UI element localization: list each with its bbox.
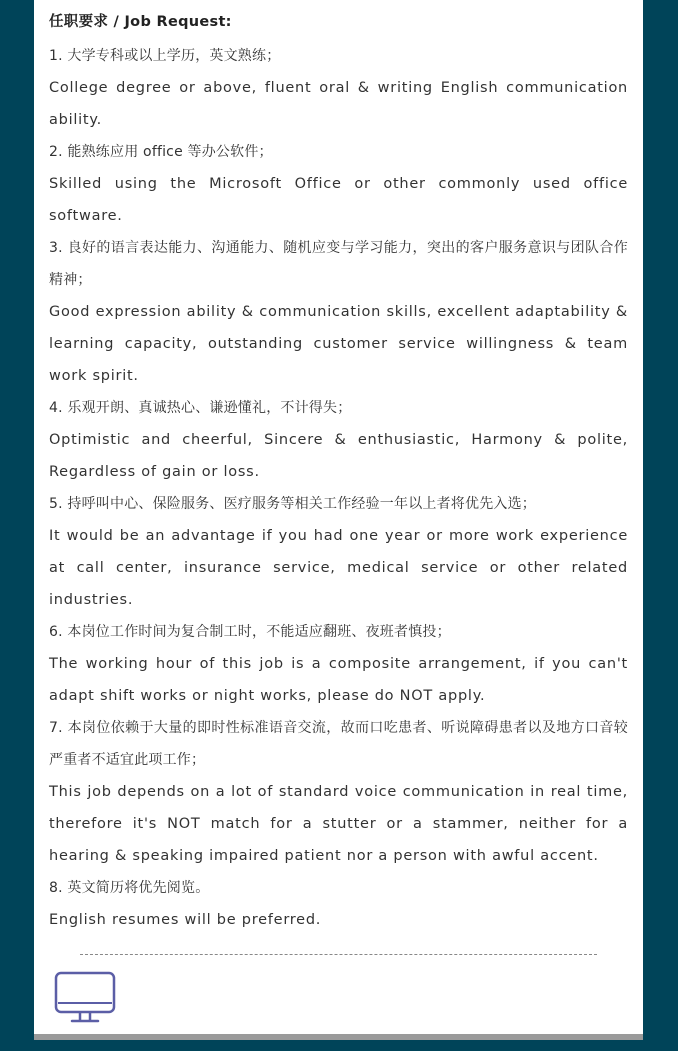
dashed-divider [80, 954, 597, 955]
requirement-zh: 5. 持呼叫中心、保险服务、医疗服务等相关工作经验一年以上者将优先入选； [49, 496, 537, 512]
requirement-zh: 4. 乐观开朗、真诚热心、谦逊懂礼，不计得失； [49, 400, 352, 416]
requirement-item-6 [49, 616, 628, 712]
requirement-zh: 1. 大学专科或以上学历，英文熟练； [49, 48, 281, 64]
requirement-en: This job depends on a lot of standard voice communication in real time, therefore it's NOT match for a stutter or a stammer, neither for a hearing & speaking impaired patient nor a person with awful accent. [49, 784, 628, 864]
requirement-item-5 [49, 488, 628, 616]
job-request-card [34, 0, 643, 1034]
requirement-en: English resumes will be preferred. [49, 912, 322, 928]
requirement-item-7 [49, 712, 628, 872]
requirement-en: Optimistic and cheerful, Sincere & enthusiastic, Harmony & polite, Regardless of gain or loss. [49, 432, 628, 480]
monitor-icon [54, 970, 118, 1026]
card-bottom-edge [34, 1034, 643, 1040]
requirement-en: Good expression ability & communication skills, excellent adaptability & learning capacity, outstanding customer service willingness & team work spirit. [49, 304, 628, 384]
requirement-zh: 6. 本岗位工作时间为复合制工时，不能适应翻班、夜班者慎投； [49, 624, 451, 640]
requirement-zh: 8. 英文简历将优先阅览。 [49, 880, 210, 896]
requirement-zh: 3. 良好的语言表达能力、沟通能力、随机应变与学习能力，突出的客户服务意识与团队合作精神； [49, 240, 628, 288]
requirement-item-1 [49, 40, 628, 136]
requirement-en: College degree or above, fluent oral & writing English communication ability. [49, 80, 628, 128]
section-heading: 任职要求 / Job Request: [49, 14, 232, 30]
requirement-en: Skilled using the Microsoft Office or other commonly used office software. [49, 176, 628, 224]
requirement-item-2 [49, 136, 628, 232]
requirement-item-8 [49, 872, 628, 936]
requirement-zh: 7. 本岗位依赖于大量的即时性标准语音交流，故而口吃患者、听说障碍患者以及地方口音较严重者不适宜此项工作； [49, 720, 628, 768]
requirement-item-4 [49, 392, 628, 488]
requirement-en: It would be an advantage if you had one year or more work experience at call center, insurance service, medical service or other related industries. [49, 528, 628, 608]
requirement-zh: 2. 能熟练应用 office 等办公软件； [49, 144, 273, 160]
requirement-item-3 [49, 232, 628, 392]
requirement-en: The working hour of this job is a composite arrangement, if you can't adapt shift works or night works, please do NOT apply. [49, 656, 628, 704]
job-request-content [49, 8, 628, 936]
